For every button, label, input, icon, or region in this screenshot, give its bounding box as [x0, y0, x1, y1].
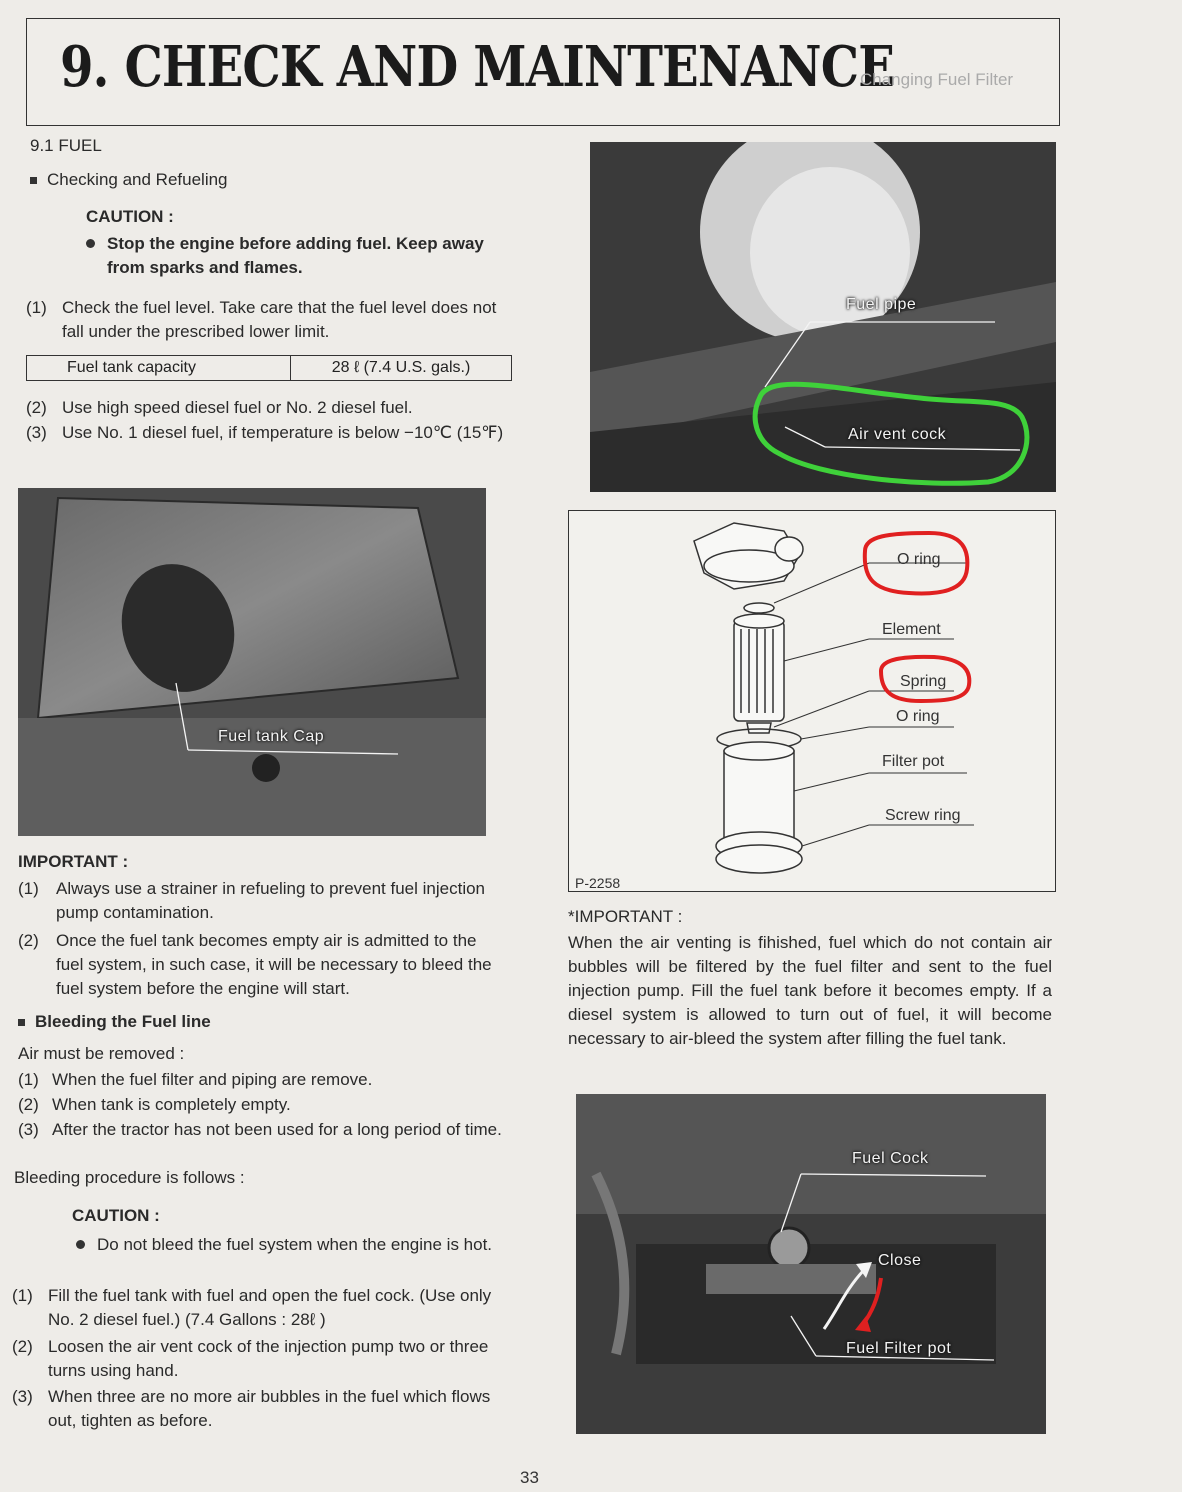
list-item: (1) Always use a strainer in refueling to prevent fuel injection pump contamination.: [18, 879, 486, 922]
bleed-through-text: Changing Fuel Filter: [860, 70, 1014, 89]
subsection-heading: Checking and Refueling: [30, 170, 228, 190]
callout-close: Close: [878, 1252, 922, 1269]
list-item: (2) When tank is completely empty.: [18, 1095, 291, 1114]
section-title: 9.1 FUEL: [30, 136, 102, 155]
label-filter-pot: Filter pot: [882, 753, 945, 770]
fuel-filter-diagram: [568, 510, 1056, 892]
label-o-ring-top: O ring: [897, 551, 941, 568]
bleeding-intro: Air must be removed :: [18, 1044, 185, 1063]
fuel-pipe-photo: [590, 142, 1056, 492]
bullet-dot-icon: [86, 239, 95, 248]
fuel-capacity-table: [26, 355, 512, 381]
fuel-tank-illustration: [18, 488, 486, 836]
engine-illustration: [590, 142, 1056, 492]
callout-air-vent-cock: Air vent cock: [848, 426, 947, 443]
caution-item: Do not bleed the fuel system when the engine is hot.: [76, 1233, 500, 1257]
label-element: Element: [882, 621, 941, 638]
important-label: *IMPORTANT :: [568, 907, 683, 926]
table-value: 28 ℓ (7.4 U.S. gals.): [291, 356, 512, 381]
callout-fuel-pipe: Fuel pipe: [846, 296, 917, 313]
fuel-cock-illustration: [576, 1094, 1046, 1434]
label-o-ring-bottom: O ring: [896, 708, 940, 725]
page-number: 33: [520, 1468, 539, 1487]
filter-exploded-drawing: [569, 511, 1057, 893]
list-item: (1) When the fuel filter and piping are remove.: [18, 1070, 373, 1089]
bullet-dot-icon: [76, 1240, 85, 1249]
chapter-title: 9. CHECK AND MAINTENANCE: [60, 34, 895, 100]
important-label: IMPORTANT :: [18, 852, 129, 871]
callout-fuel-filter-pot: Fuel Filter pot: [846, 1340, 952, 1357]
fuel-cock-photo: [576, 1094, 1046, 1434]
subsection-heading: Bleeding the Fuel line: [18, 1012, 211, 1032]
list-item: (3) After the tractor has not been used for a long period of time.: [18, 1120, 502, 1139]
list-item: (2) Once the fuel tank becomes empty air is admitted to the fuel system, in such case, it will be necessary to bleed the fuel system before the engine will start.: [18, 931, 492, 998]
caution-item: Stop the engine before adding fuel. Keep away from sparks and flames.: [86, 232, 516, 280]
list-item: (3) Use No. 1 diesel fuel, if temperature is below −10℃ (15℉): [26, 423, 504, 442]
callout-fuel-cock: Fuel Cock: [852, 1150, 929, 1167]
fuel-tank-photo: [18, 488, 486, 836]
list-item: (3) When three are no more air bubbles in the fuel which flows out, tighten as before.: [12, 1387, 491, 1430]
procedure-intro: Bleeding procedure is follows :: [14, 1168, 245, 1187]
important-text: When the air venting is fihished, fuel which do not contain air bubbles will be filtered by the fuel filter and sent to the fuel injection pump. Fill the fuel tank before it becomes empty. If a diesel system is allowed to turn out of fuel, it will become necessary to air-bleed the system after filling the fuel tank.: [568, 933, 1052, 1048]
list-item: (2) Loosen the air vent cock of the injection pump two or three turns using hand.: [12, 1337, 489, 1380]
square-bullet-icon: [18, 1019, 25, 1026]
callout-fuel-tank-cap: Fuel tank Cap: [218, 728, 325, 745]
list-item: (1) Check the fuel level. Take care that the fuel level does not fall under the prescribed lower limit.: [26, 298, 497, 341]
figure-code: P-2258: [575, 875, 621, 891]
caution-label: CAUTION :: [86, 207, 174, 226]
square-bullet-icon: [30, 177, 37, 184]
caution-label: CAUTION :: [72, 1206, 160, 1225]
list-item: (1) Fill the fuel tank with fuel and open the fuel cock. (Use only No. 2 diesel fuel.) (7.4 Gallons : 28ℓ ): [12, 1286, 492, 1329]
list-item: (2) Use high speed diesel fuel or No. 2 diesel fuel.: [26, 398, 413, 417]
label-screw-ring: Screw ring: [885, 807, 961, 824]
table-label: Fuel tank capacity: [27, 356, 291, 381]
label-spring: Spring: [900, 673, 947, 690]
